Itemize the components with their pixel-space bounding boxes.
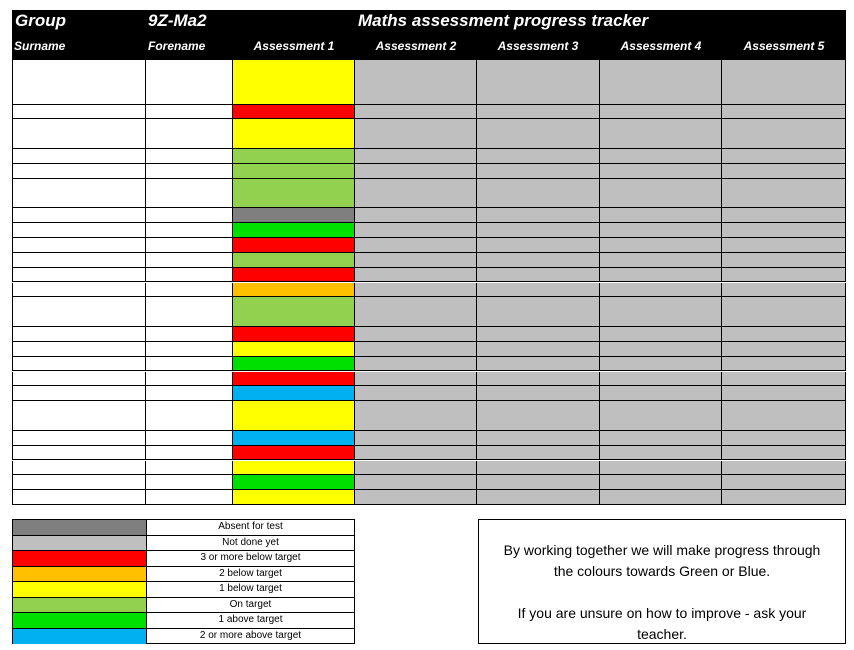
row-7-surname-cell: [12, 208, 146, 223]
legend-label: 3 or more below target: [200, 552, 301, 563]
row-23-assessment-4-cell: [600, 475, 722, 490]
row-10-assessment-5-cell: [722, 253, 846, 268]
row-23-assessment-2-cell: [355, 475, 477, 490]
row-15-assessment-3-cell: [477, 342, 600, 357]
row-13-forename-cell: [146, 297, 233, 327]
row-5-assessment-5-cell: [722, 164, 846, 179]
row-20-surname-cell: [12, 431, 146, 446]
row-2-assessment-1-cell: [233, 105, 355, 120]
row-17-forename-cell: [146, 372, 233, 387]
row-24-assessment-1-cell: [233, 490, 355, 505]
column-header-assessment-4: Assessment 4: [620, 39, 702, 53]
column-header-assessment-2: Assessment 2: [375, 39, 457, 53]
row-7-assessment-3-cell: [477, 208, 600, 223]
row-2-assessment-5-cell: [722, 105, 846, 120]
row-22-surname-cell: [12, 461, 146, 476]
row-3-assessment-4-cell: [600, 119, 722, 149]
row-1-surname-cell: [12, 60, 146, 105]
legend-row: [13, 613, 354, 629]
legend-label: 2 or more above target: [199, 629, 302, 641]
row-9-assessment-5-cell: [722, 238, 846, 253]
row-8-assessment-5-cell: [722, 223, 846, 238]
row-1-forename-cell: [146, 60, 233, 105]
row-12-assessment-3-cell: [477, 283, 600, 298]
row-14-forename-cell: [146, 327, 233, 342]
row-5-assessment-4-cell: [600, 164, 722, 179]
row-18-assessment-4-cell: [600, 386, 722, 401]
row-10-surname-cell: [12, 253, 146, 268]
row-6-assessment-5-cell: [722, 179, 846, 209]
row-10-forename-cell: [146, 253, 233, 268]
row-1-assessment-2-cell: [355, 60, 477, 105]
row-17-assessment-4-cell: [600, 372, 722, 387]
row-20-assessment-5-cell: [722, 431, 846, 446]
row-4-assessment-5-cell: [722, 149, 846, 164]
row-15-assessment-2-cell: [355, 342, 477, 357]
legend-row: [13, 551, 354, 567]
legend-swatch-on-target: [13, 598, 147, 613]
row-23-assessment-1-cell: [233, 475, 355, 490]
row-3-assessment-3-cell: [477, 119, 600, 149]
row-24-surname-cell: [12, 490, 146, 505]
colour-key: [12, 519, 355, 644]
row-18-assessment-2-cell: [355, 386, 477, 401]
legend-label: Absent for test: [218, 521, 283, 532]
row-15-forename-cell: [146, 342, 233, 357]
row-17-surname-cell: [12, 372, 146, 387]
row-5-assessment-3-cell: [477, 164, 600, 179]
row-22-assessment-1-cell: [233, 461, 355, 476]
note-line-4: teacher.: [637, 626, 687, 642]
row-8-surname-cell: [12, 223, 146, 238]
row-16-assessment-5-cell: [722, 357, 846, 372]
row-7-forename-cell: [146, 208, 233, 223]
row-12-assessment-1-cell: [233, 283, 355, 298]
row-22-assessment-4-cell: [600, 461, 722, 476]
row-20-forename-cell: [146, 431, 233, 446]
column-header-assessment-3: Assessment 3: [497, 39, 579, 53]
row-13-assessment-5-cell: [722, 297, 846, 327]
row-14-assessment-2-cell: [355, 327, 477, 342]
legend-swatch-above1: [13, 613, 147, 628]
note-line-3: If you are unsure on how to improve - ask your: [517, 605, 807, 621]
row-6-surname-cell: [12, 179, 146, 209]
row-14-assessment-5-cell: [722, 327, 846, 342]
row-3-assessment-2-cell: [355, 119, 477, 149]
row-11-surname-cell: [12, 268, 146, 283]
row-15-surname-cell: [12, 342, 146, 357]
row-4-assessment-3-cell: [477, 149, 600, 164]
row-16-assessment-3-cell: [477, 357, 600, 372]
row-14-assessment-1-cell: [233, 327, 355, 342]
legend-row: [13, 567, 354, 583]
legend-row: [13, 582, 354, 598]
row-21-surname-cell: [12, 446, 146, 461]
row-12-assessment-5-cell: [722, 283, 846, 298]
legend-label: 2 below target: [219, 567, 282, 579]
row-1-assessment-3-cell: [477, 60, 600, 105]
row-3-assessment-1-cell: [233, 119, 355, 149]
row-4-forename-cell: [146, 149, 233, 164]
row-16-assessment-4-cell: [600, 357, 722, 372]
legend-swatch-below3: [13, 551, 147, 566]
row-19-assessment-1-cell: [233, 401, 355, 431]
row-5-assessment-1-cell: [233, 164, 355, 179]
legend-label: Not done yet: [222, 536, 279, 548]
row-17-assessment-1-cell: [233, 372, 355, 387]
row-17-assessment-2-cell: [355, 372, 477, 387]
row-7-assessment-1-cell: [233, 208, 355, 223]
row-18-forename-cell: [146, 386, 233, 401]
row-2-assessment-2-cell: [355, 105, 477, 120]
column-header-assessment-5: Assessment 5: [743, 39, 825, 53]
row-19-surname-cell: [12, 401, 146, 431]
row-9-assessment-4-cell: [600, 238, 722, 253]
row-8-assessment-4-cell: [600, 223, 722, 238]
tracker-header: [12, 10, 846, 60]
row-4-surname-cell: [12, 149, 146, 164]
row-24-assessment-4-cell: [600, 490, 722, 505]
row-16-assessment-2-cell: [355, 357, 477, 372]
row-24-assessment-5-cell: [722, 490, 846, 505]
column-header-assessment-1: Assessment 1: [253, 39, 335, 53]
row-17-assessment-5-cell: [722, 372, 846, 387]
row-7-assessment-2-cell: [355, 208, 477, 223]
legend-label: On target: [229, 598, 272, 610]
row-15-assessment-5-cell: [722, 342, 846, 357]
legend-swatch-absent: [13, 520, 147, 535]
row-1-assessment-1-cell: [233, 60, 355, 105]
legend-row: [13, 536, 354, 552]
row-18-surname-cell: [12, 386, 146, 401]
row-11-assessment-1-cell: [233, 268, 355, 283]
row-8-assessment-2-cell: [355, 223, 477, 238]
row-9-assessment-1-cell: [233, 238, 355, 253]
row-13-assessment-3-cell: [477, 297, 600, 327]
row-17-assessment-3-cell: [477, 372, 600, 387]
legend-swatch-not-done: [13, 536, 147, 551]
legend-swatch-above2: [13, 629, 147, 645]
row-24-forename-cell: [146, 490, 233, 505]
row-22-forename-cell: [146, 461, 233, 476]
page-title: Maths assessment progress tracker: [358, 11, 649, 30]
row-6-assessment-3-cell: [477, 179, 600, 209]
row-7-assessment-5-cell: [722, 208, 846, 223]
row-23-assessment-5-cell: [722, 475, 846, 490]
note-line-2: the colours towards Green or Blue.: [553, 563, 771, 579]
row-23-surname-cell: [12, 475, 146, 490]
row-19-assessment-5-cell: [722, 401, 846, 431]
row-3-forename-cell: [146, 119, 233, 149]
progress-grid: [12, 60, 846, 505]
row-5-surname-cell: [12, 164, 146, 179]
row-12-assessment-4-cell: [600, 283, 722, 298]
row-22-assessment-2-cell: [355, 461, 477, 476]
row-21-assessment-3-cell: [477, 446, 600, 461]
row-24-assessment-3-cell: [477, 490, 600, 505]
row-9-forename-cell: [146, 238, 233, 253]
row-23-assessment-3-cell: [477, 475, 600, 490]
row-22-assessment-3-cell: [477, 461, 600, 476]
legend-label: 1 above target: [218, 614, 283, 625]
row-8-assessment-3-cell: [477, 223, 600, 238]
row-15-assessment-1-cell: [233, 342, 355, 357]
row-10-assessment-1-cell: [233, 253, 355, 268]
row-3-surname-cell: [12, 119, 146, 149]
row-2-assessment-3-cell: [477, 105, 600, 120]
row-19-forename-cell: [146, 401, 233, 431]
row-4-assessment-4-cell: [600, 149, 722, 164]
row-21-forename-cell: [146, 446, 233, 461]
legend-row: [13, 629, 354, 645]
row-4-assessment-2-cell: [355, 149, 477, 164]
row-20-assessment-2-cell: [355, 431, 477, 446]
row-11-assessment-4-cell: [600, 268, 722, 283]
row-9-surname-cell: [12, 238, 146, 253]
row-23-forename-cell: [146, 475, 233, 490]
row-4-assessment-1-cell: [233, 149, 355, 164]
group-value: 9Z-Ma2: [148, 11, 207, 30]
row-18-assessment-3-cell: [477, 386, 600, 401]
row-1-assessment-5-cell: [722, 60, 846, 105]
legend-label: 1 below target: [219, 583, 282, 594]
row-21-assessment-5-cell: [722, 446, 846, 461]
row-8-assessment-1-cell: [233, 223, 355, 238]
row-19-assessment-4-cell: [600, 401, 722, 431]
row-10-assessment-3-cell: [477, 253, 600, 268]
row-12-assessment-2-cell: [355, 283, 477, 298]
column-header-surname: Surname: [14, 39, 66, 53]
row-16-assessment-1-cell: [233, 357, 355, 372]
row-6-forename-cell: [146, 179, 233, 209]
row-6-assessment-1-cell: [233, 179, 355, 209]
row-9-assessment-3-cell: [477, 238, 600, 253]
row-6-assessment-2-cell: [355, 179, 477, 209]
note-line-1: By working together we will make progress through: [503, 542, 821, 558]
row-18-assessment-5-cell: [722, 386, 846, 401]
legend-row: [13, 520, 354, 536]
row-12-surname-cell: [12, 283, 146, 298]
row-16-forename-cell: [146, 357, 233, 372]
column-header-forename: Forename: [148, 39, 206, 53]
row-19-assessment-2-cell: [355, 401, 477, 431]
row-24-assessment-2-cell: [355, 490, 477, 505]
row-21-assessment-4-cell: [600, 446, 722, 461]
row-5-assessment-2-cell: [355, 164, 477, 179]
row-21-assessment-1-cell: [233, 446, 355, 461]
row-5-forename-cell: [146, 164, 233, 179]
row-9-assessment-2-cell: [355, 238, 477, 253]
row-14-surname-cell: [12, 327, 146, 342]
row-15-assessment-4-cell: [600, 342, 722, 357]
row-3-assessment-5-cell: [722, 119, 846, 149]
legend-swatch-below2: [13, 567, 147, 582]
row-10-assessment-4-cell: [600, 253, 722, 268]
row-14-assessment-3-cell: [477, 327, 600, 342]
row-6-assessment-4-cell: [600, 179, 722, 209]
legend-swatch-below1: [13, 582, 147, 597]
row-13-assessment-1-cell: [233, 297, 355, 327]
row-1-assessment-4-cell: [600, 60, 722, 105]
row-20-assessment-1-cell: [233, 431, 355, 446]
row-11-assessment-3-cell: [477, 268, 600, 283]
row-11-assessment-2-cell: [355, 268, 477, 283]
legend-row: [13, 598, 354, 614]
row-12-forename-cell: [146, 283, 233, 298]
row-13-surname-cell: [12, 297, 146, 327]
row-21-assessment-2-cell: [355, 446, 477, 461]
row-7-assessment-4-cell: [600, 208, 722, 223]
row-10-assessment-2-cell: [355, 253, 477, 268]
row-11-assessment-5-cell: [722, 268, 846, 283]
row-20-assessment-3-cell: [477, 431, 600, 446]
row-19-assessment-3-cell: [477, 401, 600, 431]
row-2-surname-cell: [12, 105, 146, 120]
row-20-assessment-4-cell: [600, 431, 722, 446]
group-label: Group: [15, 11, 66, 30]
guidance-note: [478, 519, 846, 644]
row-8-forename-cell: [146, 223, 233, 238]
row-13-assessment-2-cell: [355, 297, 477, 327]
row-2-forename-cell: [146, 105, 233, 120]
row-13-assessment-4-cell: [600, 297, 722, 327]
row-2-assessment-4-cell: [600, 105, 722, 120]
row-14-assessment-4-cell: [600, 327, 722, 342]
row-16-surname-cell: [12, 357, 146, 372]
row-11-forename-cell: [146, 268, 233, 283]
row-22-assessment-5-cell: [722, 461, 846, 476]
row-18-assessment-1-cell: [233, 386, 355, 401]
